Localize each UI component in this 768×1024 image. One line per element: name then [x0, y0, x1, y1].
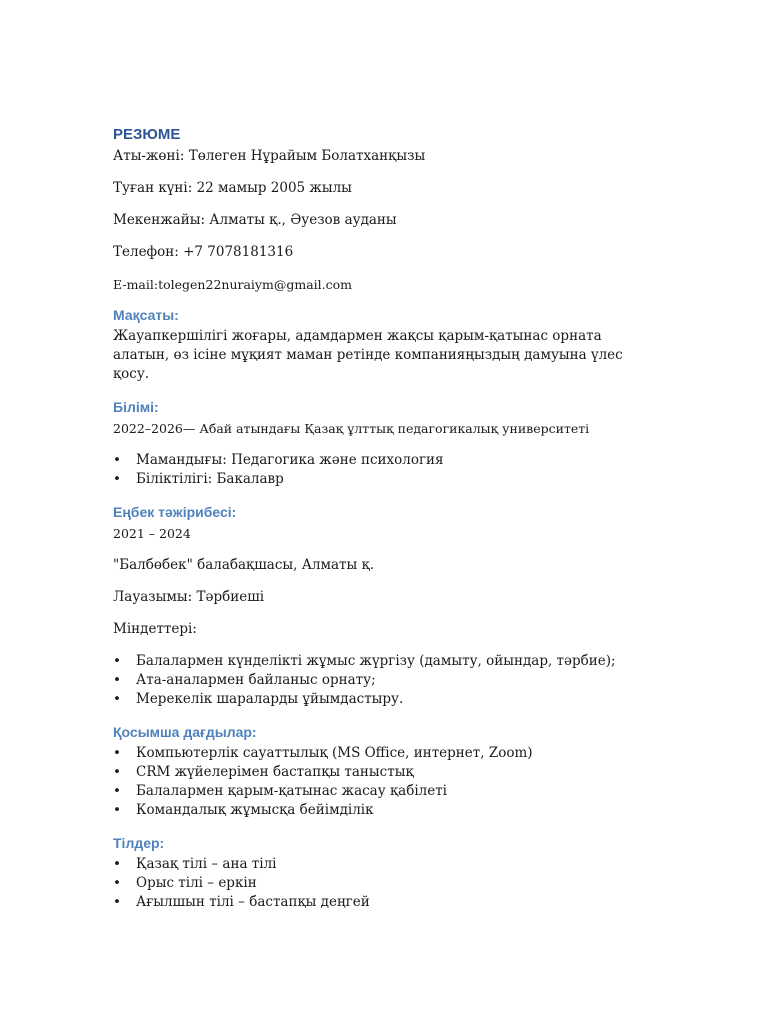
- resume-title: РЕЗЮМЕ: [113, 126, 181, 143]
- list-item: • Мерекелік шараларды ұйымдастыру.: [113, 690, 653, 709]
- objective-heading: Мақсаты:: [113, 307, 179, 323]
- education-line: 2022–2026— Абай атындағы Қазақ ұлттық педагогикалық университеті: [113, 421, 590, 436]
- address-line: Мекенжайы: Алматы қ., Әуезов ауданы: [113, 212, 397, 228]
- list-item: • Командалық жұмысқа бейімділік: [113, 801, 653, 820]
- languages-heading: Тілдер:: [113, 835, 165, 851]
- languages-list: [113, 855, 653, 912]
- experience-heading: Еңбек тәжірибесі:: [113, 504, 237, 520]
- phone-line: Телефон: +7 7078181316: [113, 244, 294, 260]
- education-heading: Білімі:: [113, 399, 159, 415]
- resume-content: [113, 126, 653, 912]
- birth-date-line: Туған күні: 22 мамыр 2005 жылы: [113, 180, 352, 196]
- experience-period: 2021 – 2024: [113, 526, 191, 541]
- skills-list: [113, 744, 653, 820]
- list-item: • Ағылшын тілі – бастапқы деңгей: [113, 893, 653, 912]
- list-item: • Біліктілігі: Бакалавр: [113, 470, 653, 489]
- list-item: • Мамандығы: Педагогика және психология: [113, 451, 653, 470]
- list-item: • Қазақ тілі – ана тілі: [113, 855, 653, 874]
- list-item: • Балалармен күнделікті жұмыс жүргізу (дамыту, ойындар, тәрбие);: [113, 652, 653, 671]
- education-list: [113, 451, 653, 489]
- skills-heading: Қосымша дағдылар:: [113, 724, 257, 740]
- experience-company: "Балбөбек" балабақшасы, Алматы қ.: [113, 557, 375, 573]
- list-item: • Компьютерлік сауаттылық (MS Office, интернет, Zoom): [113, 744, 653, 763]
- name-line: Аты-жөні: Төлеген Нұрайым Болатханқызы: [113, 148, 426, 164]
- duties-list: [113, 652, 653, 709]
- objective-text: Жауапкершілігі жоғары, адамдармен жақсы қарым-қатынас орната алатын, өз ісіне мұқият маман ретінде компанияңыздың дамуына үлес қосу.: [113, 328, 623, 382]
- experience-position: Лауазымы: Тәрбиеші: [113, 589, 265, 605]
- list-item: • Ата-аналармен байланыс орнату;: [113, 671, 653, 690]
- list-item: • Орыс тілі – еркін: [113, 874, 653, 893]
- email-line: E-mail:tolegen22nuraiym@gmail.com: [113, 277, 352, 292]
- list-item: • CRM жүйелерімен бастапқы таныстық: [113, 763, 653, 782]
- duties-label: Міндеттері:: [113, 621, 197, 637]
- list-item: • Балалармен қарым-қатынас жасау қабілеті: [113, 782, 653, 801]
